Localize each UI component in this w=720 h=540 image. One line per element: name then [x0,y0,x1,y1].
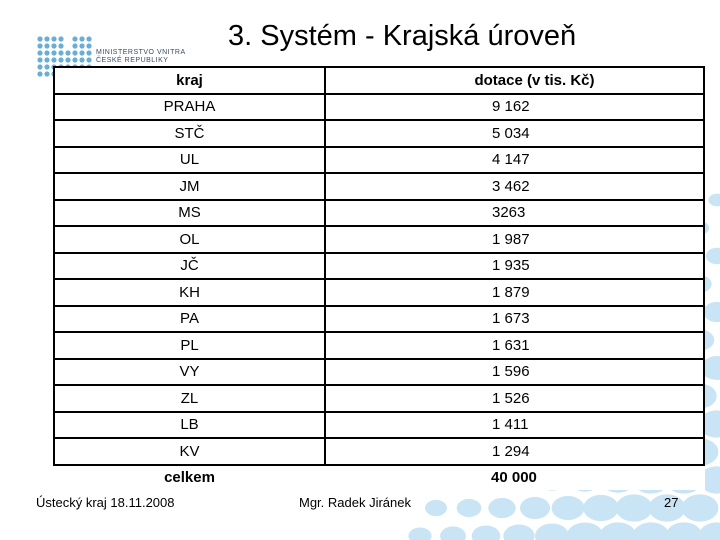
subsidy-cell: 1 935 [325,253,704,280]
logo-dot [79,36,84,41]
logo-dot [44,43,49,48]
logo-dot [79,50,84,55]
decorative-dot [708,194,720,207]
table-row [54,438,704,465]
table-row [54,120,704,147]
logo-dot [58,43,63,48]
decorative-dot [616,494,653,521]
subsidy-cell: 1 411 [325,412,704,439]
logo-dot [37,57,42,62]
subsidy-cell: 1 631 [325,332,704,359]
logo-dot [79,43,84,48]
decorative-dot [552,496,585,520]
logo-dot [65,50,70,55]
logo-dot [44,50,49,55]
logo-dot [44,57,49,62]
logo-dot [86,57,91,62]
logo-dot [86,50,91,55]
logo-dot [72,50,77,55]
region-cell: UL [54,147,325,174]
logo-dot [51,50,56,55]
decorative-dot [666,522,703,540]
total-label: celkem [54,465,325,491]
decorative-dot [503,524,534,540]
table-row [54,359,704,386]
page-number: 27 [664,495,679,510]
logo-dot [79,57,84,62]
subsidy-cell: 1 673 [325,306,704,333]
logo-dot [58,36,63,41]
logo-dot [86,43,91,48]
logo-line-2: ČESKÉ REPUBLIKY [96,57,169,64]
table-header-row [54,67,704,94]
table-row [54,385,704,412]
decorative-dot [567,522,604,540]
region-cell: MS [54,200,325,227]
ministry-logo-text [96,49,186,65]
decorative-dot [440,526,466,540]
logo-dot [44,36,49,41]
logo-dot [51,43,56,48]
footer-event: Ústecký kraj 18.11.2008 [36,495,175,510]
logo-line-1: MINISTERSTVO VNITRA [96,49,186,56]
table-row [54,332,704,359]
decorative-dot [488,498,515,518]
subsidy-cell: 1 526 [325,385,704,412]
decorative-dot [699,522,720,540]
region-cell: ZL [54,385,325,412]
subsidy-cell: 1 987 [325,226,704,253]
logo-dot [37,71,42,76]
subsidy-cell: 1 294 [325,438,704,465]
table-row [54,279,704,306]
subsidy-cell: 3 462 [325,173,704,200]
logo-dot [44,71,49,76]
logo-dot [58,50,63,55]
header-region: kraj [54,67,325,94]
subsidy-cell: 4 147 [325,147,704,174]
table-row [54,306,704,333]
region-cell: PRAHA [54,94,325,121]
table-row [54,412,704,439]
table-row [54,147,704,174]
subsidy-cell: 1 879 [325,279,704,306]
logo-dot [86,36,91,41]
logo-dot [65,57,70,62]
table-row [54,94,704,121]
decorative-dot [520,497,550,519]
logo-dot [37,36,42,41]
logo-dot [51,36,56,41]
decorative-dot [535,523,569,540]
region-cell: KH [54,279,325,306]
decorative-dot [408,527,431,540]
region-cell: OL [54,226,325,253]
decorative-dot [600,522,637,540]
region-cell: JM [54,173,325,200]
decorative-dot [457,499,482,517]
total-row [54,465,704,491]
table-row [54,200,704,227]
region-cell: VY [54,359,325,386]
decorative-dot [703,302,720,322]
table-row [54,226,704,253]
decorative-dot [706,248,720,264]
slide-title: 3. Systém - Krajská úroveň [228,20,577,52]
decorative-dot [633,522,670,540]
decorative-dot [425,500,447,516]
logo-dot [72,57,77,62]
footer-author: Mgr. Radek Jiránek [299,495,411,510]
region-cell: STČ [54,120,325,147]
logo-dot [37,64,42,69]
subsidy-cell: 1 596 [325,359,704,386]
decorative-dot [472,525,501,540]
logo-dot [72,36,77,41]
logo-dot [58,57,63,62]
region-cell: JČ [54,253,325,280]
logo-dot [44,64,49,69]
subsidy-cell: 9 162 [325,94,704,121]
region-cell: PA [54,306,325,333]
subsidy-cell: 5 034 [325,120,704,147]
region-cell: LB [54,412,325,439]
decorative-dot [583,495,618,521]
region-cell: PL [54,332,325,359]
table-row [54,253,704,280]
region-subsidy-table [53,66,705,490]
decorative-dot [682,494,719,521]
table-row [54,173,704,200]
logo-dot [37,50,42,55]
region-cell: KV [54,438,325,465]
logo-dot [51,57,56,62]
total-value: 40 000 [325,465,704,491]
logo-dot [72,43,77,48]
header-subsidy: dotace (v tis. Kč) [325,67,704,94]
logo-dot [37,43,42,48]
subsidy-cell: 3263 [325,200,704,227]
